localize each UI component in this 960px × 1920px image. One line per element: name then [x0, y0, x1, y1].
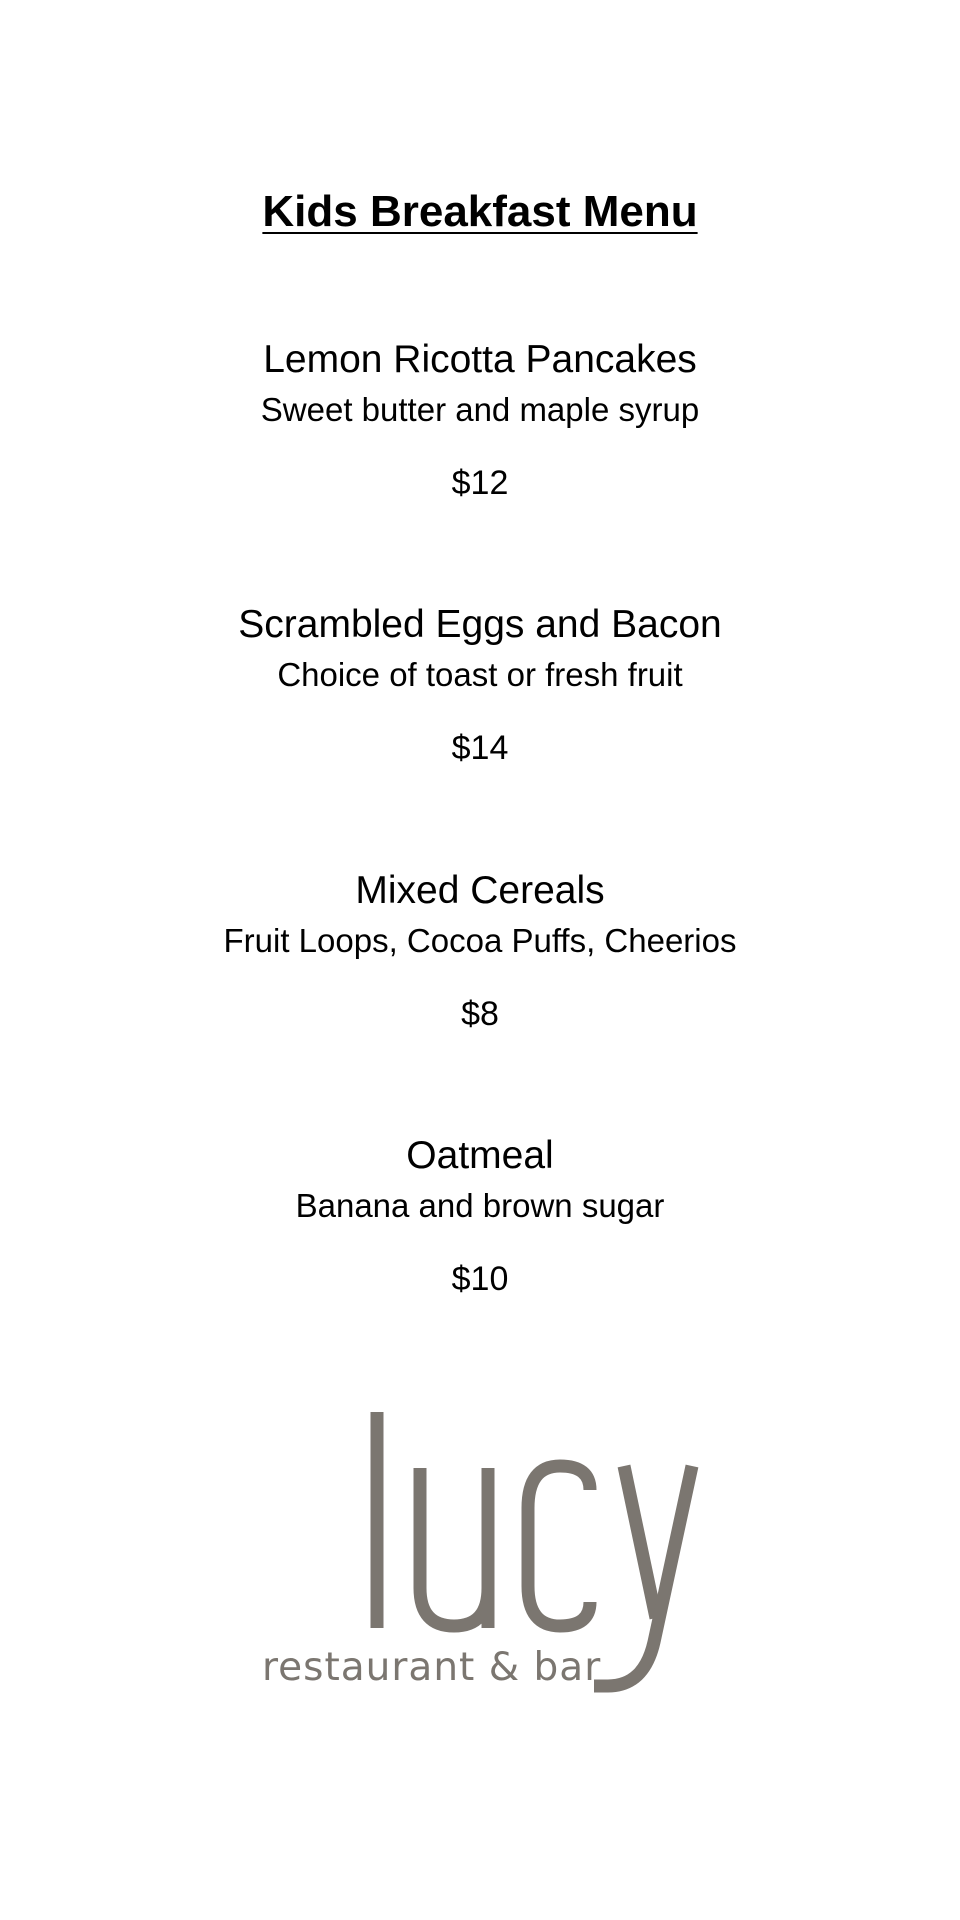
- menu-item-description: Banana and brown sugar: [295, 1187, 665, 1224]
- menu-item-description: Choice of toast or fresh fruit: [277, 656, 683, 693]
- menu-item-name: Oatmeal: [406, 1134, 554, 1177]
- logo-tagline: restaurant & bar: [262, 1645, 602, 1690]
- restaurant-logo: [262, 1410, 702, 1700]
- menu-item: [0, 1130, 960, 1302]
- menu-item-price: $8: [461, 995, 499, 1033]
- menu-item-description: Fruit Loops, Cocoa Puffs, Cheerios: [223, 922, 737, 959]
- menu-item-name: Lemon Ricotta Pancakes: [263, 338, 697, 381]
- menu-item: [0, 599, 960, 771]
- menu-title: Kids Breakfast Menu: [262, 187, 698, 236]
- menu-item-description: Sweet butter and maple syrup: [260, 391, 700, 428]
- menu-item-name: Scrambled Eggs and Bacon: [238, 603, 722, 646]
- menu-item-name: Mixed Cereals: [355, 869, 605, 912]
- menu-item-price: $14: [451, 729, 509, 767]
- menu-item-price: $12: [451, 464, 509, 502]
- menu-item: [0, 865, 960, 1037]
- menu-item-price: $10: [451, 1260, 509, 1298]
- menu-item: [0, 334, 960, 506]
